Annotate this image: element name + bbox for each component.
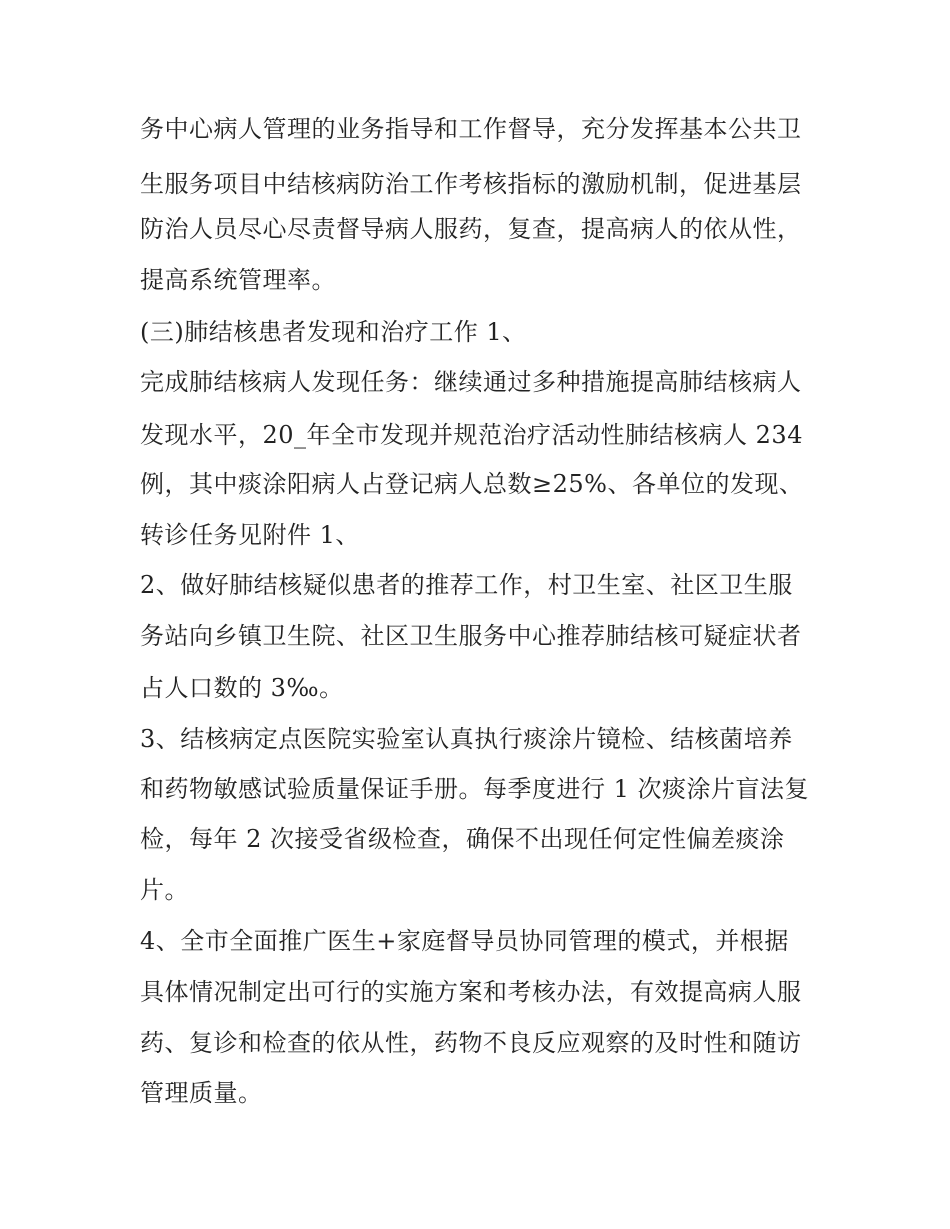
- text-line: 生服务项目中结核病防治工作考核指标的激励机制，促进基层: [140, 170, 802, 198]
- text-line: 占人口数的 3‰。: [140, 674, 344, 702]
- text-line: 发现水平，20_年全市发现并规范治疗活动性肺结核病人 234: [140, 421, 803, 449]
- text-line: 药、复诊和检查的依从性，药物不良反应观察的及时性和随访: [140, 1029, 802, 1057]
- text-line: 例，其中痰涂阳病人占登记病人总数≥25%、各单位的发现、: [140, 470, 804, 498]
- section-heading: (三)肺结核患者发现和治疗工作 1、: [140, 318, 527, 346]
- text-line: 检，每年 2 次接受省级检查，确保不出现任何定性偏差痰涂: [140, 825, 785, 853]
- text-line: 提高系统管理率。: [140, 266, 336, 294]
- text-line: 管理质量。: [140, 1079, 263, 1107]
- text-line: 2、做好肺结核疑似患者的推荐工作，村卫生室、社区卫生服: [140, 571, 793, 599]
- text-line: 和药物敏感试验质量保证手册。每季度进行 1 次痰涂片盲法复: [140, 775, 810, 803]
- text-line: 完成肺结核病人发现任务：继续通过多种措施提高肺结核病人: [140, 368, 802, 396]
- text-line: 片。: [140, 876, 189, 904]
- text-line: 务中心病人管理的业务指导和工作督导，充分发挥基本公共卫: [140, 115, 802, 143]
- text-line: 具体情况制定出可行的实施方案和考核办法，有效提高病人服: [140, 978, 802, 1006]
- text-line: 防治人员尽心尽责督导病人服药，复查，提高病人的依从性，: [140, 215, 802, 243]
- text-line: 4、全市全面推广医生+家庭督导员协同管理的模式，并根据: [140, 927, 789, 955]
- text-line: 转诊任务见附件 1、: [140, 521, 360, 549]
- text-line: 务站向乡镇卫生院、社区卫生服务中心推荐肺结核可疑症状者: [140, 622, 802, 650]
- text-line: 3、结核病定点医院实验室认真执行痰涂片镜检、结核菌培养: [140, 725, 793, 753]
